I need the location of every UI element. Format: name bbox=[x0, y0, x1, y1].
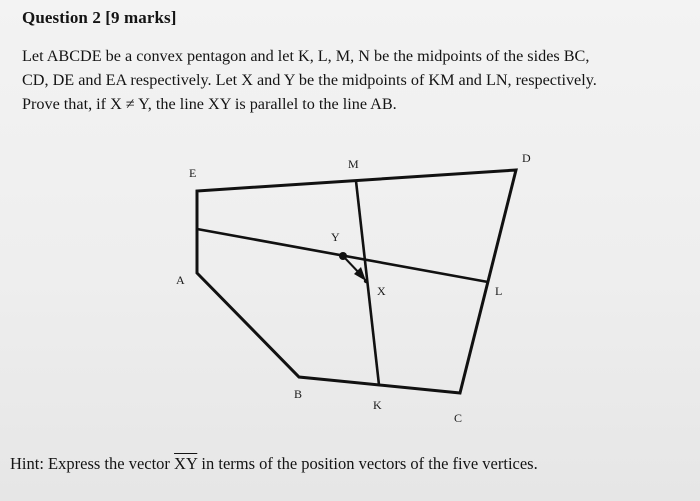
point-x bbox=[364, 279, 368, 283]
question-heading: Question 2 [9 marks] bbox=[22, 8, 177, 27]
hint-vector: $\overline{XY}$ bbox=[174, 454, 198, 473]
statement-line-1: Let ABCDE be a convex pentagon and let K, L, M, N be the midpoints of the sides BC, bbox=[22, 47, 590, 65]
label-l: L bbox=[495, 284, 503, 298]
label-a: A bbox=[176, 273, 185, 287]
statement-line-2: CD, DE and EA respectively. Let X and Y be the midpoints of KM and LN, respectively. bbox=[22, 71, 597, 89]
label-e: E bbox=[189, 166, 197, 180]
problem-statement bbox=[22, 44, 694, 116]
hint-text bbox=[10, 454, 538, 474]
label-m: M bbox=[348, 157, 359, 171]
hint-suffix: in terms of the position vectors of the five vertices. bbox=[197, 454, 538, 473]
label-y: Y bbox=[331, 230, 340, 244]
pentagon-abcde bbox=[197, 170, 516, 393]
segment-mk bbox=[356, 181, 379, 385]
point-y bbox=[339, 252, 347, 260]
pentagon-diagram bbox=[0, 140, 700, 440]
label-c: C bbox=[454, 411, 463, 425]
label-x: X bbox=[377, 284, 386, 298]
label-k: K bbox=[373, 398, 382, 412]
statement-line-3: Prove that, if X ≠ Y, the line XY is parallel to the line AB. bbox=[22, 95, 397, 113]
label-b: B bbox=[294, 387, 303, 401]
label-d: D bbox=[522, 151, 531, 165]
hint-prefix: Hint: Express the vector bbox=[10, 454, 175, 473]
